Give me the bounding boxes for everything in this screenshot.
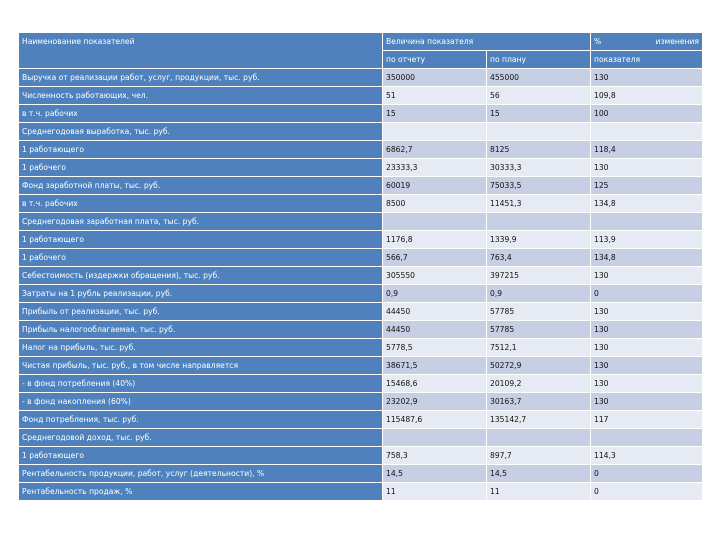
table-row <box>19 87 703 105</box>
row-pct-cell: 114,3 <box>591 447 703 465</box>
row-report-cell: 8500 <box>383 195 487 213</box>
row-name-cell: 1 работающего <box>19 447 383 465</box>
row-report-cell <box>383 123 487 141</box>
row-plan-cell: 397215 <box>487 267 591 285</box>
row-plan-cell: 7512,1 <box>487 339 591 357</box>
row-plan-cell: 15 <box>487 105 591 123</box>
table-row <box>19 411 703 429</box>
row-pct-cell: 0 <box>591 483 703 501</box>
row-plan-cell: 20109,2 <box>487 375 591 393</box>
row-pct-cell: 113,9 <box>591 231 703 249</box>
col-name-header: Наименование показателей <box>19 33 383 69</box>
col-pct-word: изменения <box>655 37 699 46</box>
table-row <box>19 465 703 483</box>
row-name-cell: - в фонд накопления (60%) <box>19 393 383 411</box>
table-row <box>19 249 703 267</box>
row-pct-cell <box>591 123 703 141</box>
table-row <box>19 483 703 501</box>
row-name-cell: в т.ч. рабочих <box>19 195 383 213</box>
row-pct-cell: 134,8 <box>591 195 703 213</box>
row-report-cell: 566,7 <box>383 249 487 267</box>
row-pct-cell: 130 <box>591 393 703 411</box>
row-pct-cell: 117 <box>591 411 703 429</box>
row-plan-cell: 897,7 <box>487 447 591 465</box>
row-name-cell: Себестоимость (издержки обращения), тыс. руб. <box>19 267 383 285</box>
indicators-table <box>18 32 703 501</box>
row-report-cell <box>383 429 487 447</box>
row-report-cell: 758,3 <box>383 447 487 465</box>
row-name-cell: Налог на прибыль, тыс. руб. <box>19 339 383 357</box>
row-pct-cell: 130 <box>591 159 703 177</box>
row-report-cell: 15 <box>383 105 487 123</box>
row-report-cell: 5778,5 <box>383 339 487 357</box>
row-plan-cell: 56 <box>487 87 591 105</box>
row-plan-cell <box>487 213 591 231</box>
row-plan-cell: 8125 <box>487 141 591 159</box>
row-report-cell: 11 <box>383 483 487 501</box>
row-pct-cell: 118,4 <box>591 141 703 159</box>
table-row <box>19 285 703 303</box>
row-plan-cell: 14,5 <box>487 465 591 483</box>
row-name-cell: Рентабельность продукции, работ, услуг (деятельности), % <box>19 465 383 483</box>
row-report-cell: 350000 <box>383 69 487 87</box>
row-pct-cell: 130 <box>591 339 703 357</box>
table-row <box>19 231 703 249</box>
col-plan-header: по плану <box>487 51 591 69</box>
row-report-cell: 0,9 <box>383 285 487 303</box>
table-row <box>19 393 703 411</box>
row-pct-cell: 100 <box>591 105 703 123</box>
row-name-cell: Рентабельность продаж, % <box>19 483 383 501</box>
row-report-cell <box>383 213 487 231</box>
row-name-cell: Среднегодовая выработка, тыс. руб. <box>19 123 383 141</box>
col-pct-symbol: % <box>594 37 602 46</box>
header-row <box>19 33 703 51</box>
row-pct-cell: 0 <box>591 285 703 303</box>
row-report-cell: 6862,7 <box>383 141 487 159</box>
table-row <box>19 141 703 159</box>
row-name-cell: 1 работающего <box>19 231 383 249</box>
row-plan-cell: 75033,5 <box>487 177 591 195</box>
row-report-cell: 14,5 <box>383 465 487 483</box>
table-row <box>19 123 703 141</box>
table-row <box>19 375 703 393</box>
row-plan-cell: 1339,9 <box>487 231 591 249</box>
table-row <box>19 159 703 177</box>
row-pct-cell: 130 <box>591 303 703 321</box>
row-pct-cell: 130 <box>591 357 703 375</box>
row-name-cell: Среднегодовая заработная плата, тыс. руб. <box>19 213 383 231</box>
table-row <box>19 105 703 123</box>
row-pct-cell: 130 <box>591 267 703 285</box>
row-pct-cell: 0 <box>591 465 703 483</box>
table-row <box>19 321 703 339</box>
row-report-cell: 305550 <box>383 267 487 285</box>
row-plan-cell: 11 <box>487 483 591 501</box>
row-plan-cell: 57785 <box>487 321 591 339</box>
table-row <box>19 429 703 447</box>
row-name-cell: Прибыль от реализации, тыс. руб. <box>19 303 383 321</box>
row-report-cell: 44450 <box>383 303 487 321</box>
row-pct-cell: 134,8 <box>591 249 703 267</box>
col-pct-header-cont: показателя <box>591 51 703 69</box>
row-name-cell: Чистая прибыль, тыс. руб., в том числе направляется <box>19 357 383 375</box>
row-pct-cell: 130 <box>591 69 703 87</box>
row-name-cell: Выручка от реализации работ, услуг, продукции, тыс. руб. <box>19 69 383 87</box>
table-row <box>19 195 703 213</box>
table-row <box>19 177 703 195</box>
col-pct-header <box>591 33 703 51</box>
row-name-cell: Затраты на 1 рубль реализации, руб. <box>19 285 383 303</box>
row-report-cell: 44450 <box>383 321 487 339</box>
row-name-cell: 1 работающего <box>19 141 383 159</box>
row-pct-cell <box>591 429 703 447</box>
row-plan-cell: 135142,7 <box>487 411 591 429</box>
row-name-cell: Фонд потребления, тыс. руб. <box>19 411 383 429</box>
row-report-cell: 23333,3 <box>383 159 487 177</box>
row-name-cell: - в фонд потребления (40%) <box>19 375 383 393</box>
row-plan-cell <box>487 123 591 141</box>
row-report-cell: 51 <box>383 87 487 105</box>
col-report-header: по отчету <box>383 51 487 69</box>
row-name-cell: 1 рабочего <box>19 159 383 177</box>
table-row <box>19 303 703 321</box>
row-plan-cell: 0,9 <box>487 285 591 303</box>
table-row <box>19 267 703 285</box>
row-pct-cell <box>591 213 703 231</box>
col-value-header: Величина показателя <box>383 33 591 51</box>
table-row <box>19 339 703 357</box>
row-report-cell: 38671,5 <box>383 357 487 375</box>
row-report-cell: 60019 <box>383 177 487 195</box>
row-plan-cell <box>487 429 591 447</box>
row-plan-cell: 30333,3 <box>487 159 591 177</box>
row-name-cell: Численность работающих, чел. <box>19 87 383 105</box>
table-row <box>19 447 703 465</box>
row-name-cell: Фонд заработной платы, тыс. руб. <box>19 177 383 195</box>
row-report-cell: 15468,6 <box>383 375 487 393</box>
row-pct-cell: 125 <box>591 177 703 195</box>
row-plan-cell: 30163,7 <box>487 393 591 411</box>
table-row <box>19 357 703 375</box>
row-report-cell: 115487,6 <box>383 411 487 429</box>
table-row <box>19 213 703 231</box>
row-report-cell: 23202,9 <box>383 393 487 411</box>
row-name-cell: Прибыль налогооблагаемая, тыс. руб. <box>19 321 383 339</box>
row-plan-cell: 57785 <box>487 303 591 321</box>
row-plan-cell: 50272,9 <box>487 357 591 375</box>
row-pct-cell: 130 <box>591 375 703 393</box>
row-name-cell: Среднегодовой доход, тыс. руб. <box>19 429 383 447</box>
row-plan-cell: 455000 <box>487 69 591 87</box>
row-name-cell: 1 рабочего <box>19 249 383 267</box>
row-pct-cell: 130 <box>591 321 703 339</box>
row-plan-cell: 763,4 <box>487 249 591 267</box>
row-pct-cell: 109,8 <box>591 87 703 105</box>
row-report-cell: 1176,8 <box>383 231 487 249</box>
row-plan-cell: 11451,3 <box>487 195 591 213</box>
row-name-cell: в т.ч. рабочих <box>19 105 383 123</box>
table-row <box>19 69 703 87</box>
